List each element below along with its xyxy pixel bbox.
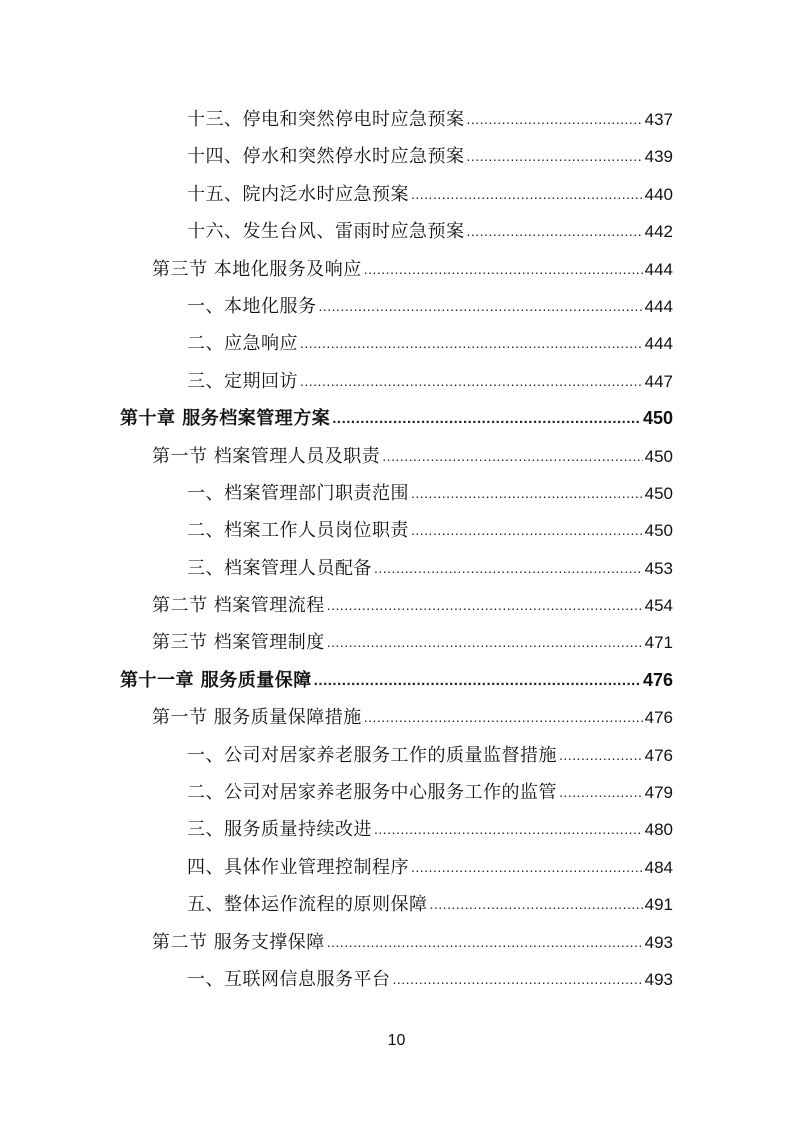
toc-entry-page: 444 bbox=[644, 259, 673, 279]
toc-dot-leader bbox=[300, 325, 643, 362]
toc-section-entry[interactable] bbox=[0, 699, 793, 736]
toc-entry[interactable] bbox=[0, 475, 793, 512]
toc-entry-title: 第十章 服务档案管理方案 bbox=[120, 408, 331, 430]
toc-entry-title: 三、定期回访 bbox=[187, 370, 298, 392]
toc-entry-title: 第二节 档案管理流程 bbox=[152, 595, 325, 617]
toc-entry-page: 440 bbox=[644, 184, 673, 204]
toc-entry-page: 447 bbox=[644, 371, 673, 391]
toc-section-entry[interactable] bbox=[0, 251, 793, 288]
toc-dot-leader bbox=[327, 587, 643, 624]
toc-entry-page: 476 bbox=[642, 669, 673, 690]
toc-entry-page: 444 bbox=[644, 296, 673, 316]
toc-dot-leader bbox=[364, 251, 643, 288]
toc-entry-title: 第二节 服务支撑保障 bbox=[152, 931, 325, 953]
toc-entry[interactable] bbox=[0, 550, 793, 587]
toc-dot-leader bbox=[314, 662, 641, 699]
toc-entry-title: 一、本地化服务 bbox=[187, 295, 317, 317]
toc-entry-page: 476 bbox=[644, 745, 673, 765]
toc-entry-page: 484 bbox=[644, 857, 673, 877]
toc-dot-leader bbox=[411, 475, 643, 512]
toc-entry-title: 第三节 档案管理制度 bbox=[152, 632, 325, 654]
toc-entry-page: 442 bbox=[644, 222, 673, 242]
toc-entry-page: 480 bbox=[644, 820, 673, 840]
toc-entry-title: 二、应急响应 bbox=[187, 333, 298, 355]
toc-entry-title: 二、公司对居家养老服务中心服务工作的监管 bbox=[187, 782, 557, 804]
toc-entry[interactable] bbox=[0, 811, 793, 848]
toc-entry-page: 439 bbox=[644, 147, 673, 167]
toc-entry[interactable] bbox=[0, 176, 793, 213]
toc-entry-title: 第三节 本地化服务及响应 bbox=[152, 258, 362, 280]
toc-entry-title: 第十一章 服务质量保障 bbox=[120, 669, 312, 691]
toc-entry-page: 450 bbox=[644, 521, 673, 541]
toc-entry[interactable] bbox=[0, 512, 793, 549]
toc-entry-page: 493 bbox=[644, 932, 673, 952]
toc-dot-leader bbox=[332, 400, 641, 437]
toc-entry-page: 444 bbox=[644, 334, 673, 354]
toc-dot-leader bbox=[382, 438, 642, 475]
toc-entry-title: 一、档案管理部门职责范围 bbox=[187, 482, 409, 504]
toc-entry-title: 四、具体作业管理控制程序 bbox=[187, 856, 409, 878]
toc-entry-title: 十三、停电和突然停电时应急预案 bbox=[187, 109, 465, 130]
toc-dot-leader bbox=[467, 138, 643, 175]
toc-entry-page: 450 bbox=[644, 483, 673, 503]
toc-dot-leader bbox=[430, 886, 643, 923]
toc-entry[interactable] bbox=[0, 849, 793, 886]
toc-entry[interactable] bbox=[0, 325, 793, 362]
toc-dot-leader bbox=[559, 737, 643, 774]
toc-entry[interactable] bbox=[0, 288, 793, 325]
toc-entry-page: 471 bbox=[644, 633, 673, 653]
toc-entry-page: 450 bbox=[644, 446, 673, 466]
toc-entry-page: 437 bbox=[644, 110, 673, 129]
toc-entry-title: 三、服务质量持续改进 bbox=[187, 819, 372, 841]
toc-entry-title: 第一节 档案管理人员及职责 bbox=[152, 445, 381, 467]
toc-section-entry[interactable] bbox=[0, 924, 793, 961]
toc-dot-leader bbox=[300, 363, 643, 400]
toc-entry-title: 第一节 服务质量保障措施 bbox=[152, 707, 362, 729]
toc-entry-title: 三、档案管理人员配备 bbox=[187, 557, 372, 579]
toc-dot-leader bbox=[374, 811, 643, 848]
toc-entry[interactable] bbox=[0, 737, 793, 774]
toc-entry-page: 493 bbox=[644, 969, 673, 989]
table-of-contents bbox=[0, 101, 793, 998]
toc-dot-leader bbox=[411, 512, 643, 549]
toc-entry-page: 454 bbox=[644, 596, 673, 616]
toc-entry-title: 一、公司对居家养老服务工作的质量监督措施 bbox=[187, 744, 557, 766]
toc-dot-leader bbox=[319, 288, 643, 325]
toc-entry-title: 一、互联网信息服务平台 bbox=[187, 968, 391, 990]
toc-entry-title: 五、整体运作流程的原则保障 bbox=[187, 894, 428, 916]
toc-chapter-entry[interactable] bbox=[0, 400, 793, 437]
toc-entry-title: 十五、院内泛水时应急预案 bbox=[187, 183, 409, 205]
toc-entry-page: 479 bbox=[644, 783, 673, 803]
toc-entry[interactable] bbox=[0, 886, 793, 923]
toc-dot-leader bbox=[364, 699, 643, 736]
toc-section-entry[interactable] bbox=[0, 624, 793, 661]
toc-entry-page: 453 bbox=[644, 558, 673, 578]
toc-entry[interactable] bbox=[0, 774, 793, 811]
toc-dot-leader bbox=[467, 213, 643, 250]
toc-dot-leader bbox=[467, 101, 643, 138]
toc-entry[interactable] bbox=[0, 961, 793, 998]
toc-entry-page: 491 bbox=[644, 895, 673, 915]
toc-dot-leader bbox=[411, 176, 643, 213]
toc-section-entry[interactable] bbox=[0, 587, 793, 624]
toc-section-entry[interactable] bbox=[0, 438, 793, 475]
toc-entry-title: 十四、停水和突然停水时应急预案 bbox=[187, 146, 465, 168]
toc-entry[interactable] bbox=[0, 138, 793, 175]
toc-dot-leader bbox=[393, 961, 643, 998]
toc-entry[interactable] bbox=[0, 363, 793, 400]
page-number: 10 bbox=[387, 1032, 406, 1049]
toc-dot-leader bbox=[411, 849, 643, 886]
toc-dot-leader bbox=[559, 774, 643, 811]
toc-dot-leader bbox=[374, 550, 643, 587]
toc-entry[interactable] bbox=[0, 213, 793, 250]
toc-dot-leader bbox=[327, 624, 643, 661]
toc-chapter-entry[interactable] bbox=[0, 662, 793, 699]
toc-entry-page: 476 bbox=[644, 708, 673, 728]
toc-entry-title: 二、档案工作人员岗位职责 bbox=[187, 520, 409, 542]
toc-entry[interactable] bbox=[0, 101, 793, 138]
toc-entry-title: 十六、发生台风、雷雨时应急预案 bbox=[187, 221, 465, 243]
toc-entry-page: 450 bbox=[642, 408, 673, 429]
toc-dot-leader bbox=[327, 924, 643, 961]
